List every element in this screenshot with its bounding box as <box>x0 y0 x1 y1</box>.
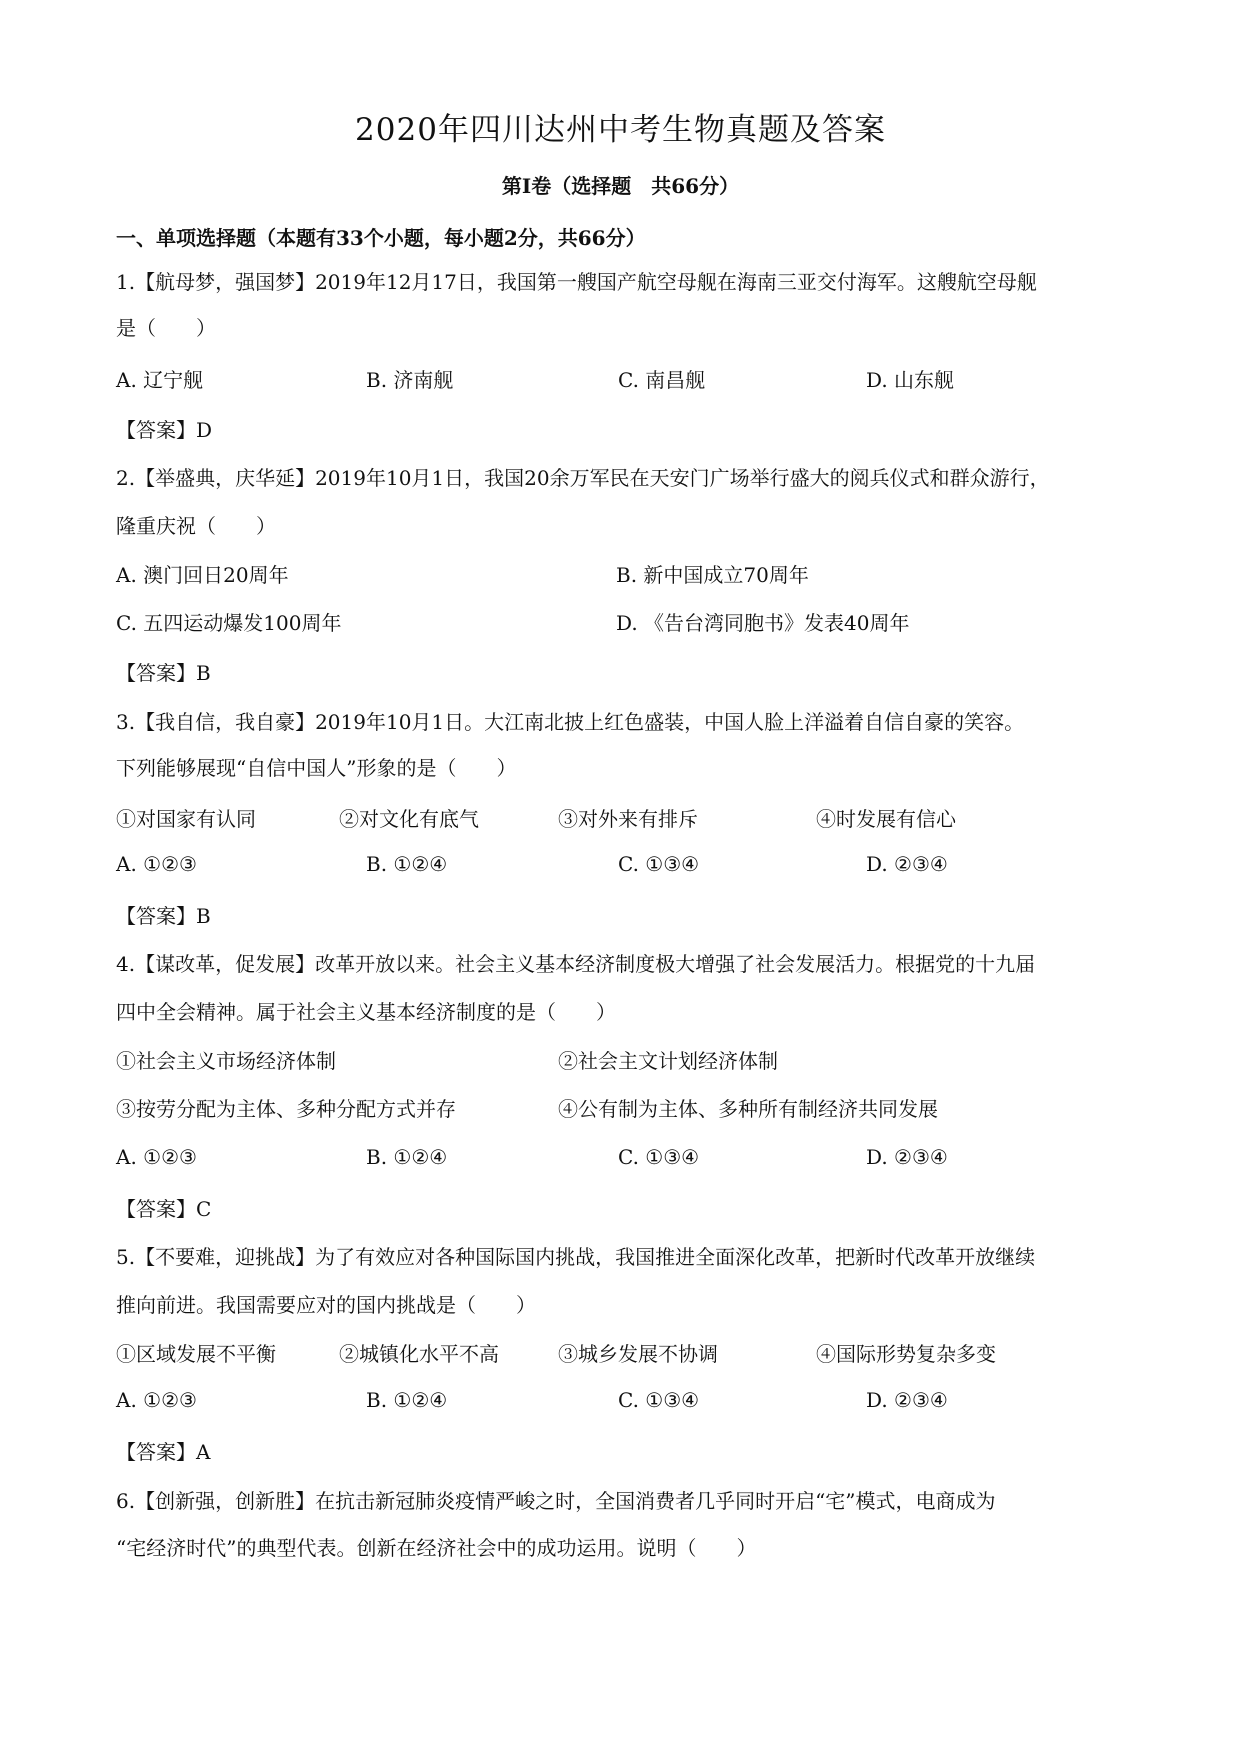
question-5-line-1: 5.【不要难，迎挑战】为了有效应对各种国际国内挑战，我国推进全面深化改革，把新时代改革开放继续 <box>116 1245 1036 1269</box>
question-6-line-2: “宅经济时代”的典型代表。创新在经济社会中的成功运用。说明（ ） <box>116 1536 757 1560</box>
question-3-line-2: 下列能够展现“自信中国人”形象的是（ ） <box>116 756 517 780</box>
question-5-option-d: D. ②③④ <box>866 1388 948 1412</box>
question-1-line-1: 1.【航母梦，强国梦】2019年12月17日，我国第一艘国产航空母舰在海南三亚交付海军。这艘航空母舰 <box>116 270 1037 294</box>
page-subtitle: 第Ⅰ卷（选择题 共66分） <box>501 174 740 198</box>
question-5-item-1: ①区域发展不平衡 <box>116 1342 276 1366</box>
question-2-line-2: 隆重庆祝（ ） <box>116 514 276 538</box>
question-2-answer: 【答案】B <box>116 661 211 685</box>
question-4-line-1: 4.【谋改革，促发展】改革开放以来。社会主义基本经济制度极大增强了社会发展活力。根据党的十九届 <box>116 952 1036 976</box>
question-5-option-c: C. ①③④ <box>618 1388 700 1412</box>
question-2-option-c: C. 五四运动爆发100周年 <box>116 611 342 635</box>
question-4-line-2: 四中全会精神。属于社会主义基本经济制度的是（ ） <box>116 1000 616 1024</box>
question-2-option-a: A. 澳门回日20周年 <box>116 563 289 587</box>
question-5-option-a: A. ①②③ <box>116 1388 197 1412</box>
question-2-option-d: D. 《告台湾同胞书》发表40周年 <box>616 611 910 635</box>
question-4-item-4: ④公有制为主体、多种所有制经济共同发展 <box>558 1097 938 1121</box>
question-1-option-b: B. 济南舰 <box>366 368 454 392</box>
question-6-line-1: 6.【创新强，创新胜】在抗击新冠肺炎疫情严峻之时，全国消费者几乎同时开启“宅”模式，电商成为 <box>116 1489 996 1513</box>
question-4-option-c: C. ①③④ <box>618 1145 700 1169</box>
question-4-answer: 【答案】C <box>116 1197 212 1221</box>
question-5-line-2: 推向前进。我国需要应对的国内挑战是（ ） <box>116 1293 536 1317</box>
section-heading: 一、单项选择题（本题有33个小题，每小题2分，共66分） <box>116 226 646 250</box>
question-5-answer: 【答案】A <box>116 1440 211 1464</box>
question-2-line-1: 2.【举盛典，庆华延】2019年10月1日，我国20余万军民在天安门广场举行盛大的阅兵仪式和群众游行， <box>116 466 1050 490</box>
question-5-option-b: B. ①②④ <box>366 1388 448 1412</box>
question-3-option-a: A. ①②③ <box>116 852 197 876</box>
question-4-item-3: ③按劳分配为主体、多种分配方式并存 <box>116 1097 456 1121</box>
question-5-item-4: ④国际形势复杂多变 <box>816 1342 996 1366</box>
question-3-answer: 【答案】B <box>116 904 211 928</box>
question-3-option-d: D. ②③④ <box>866 852 948 876</box>
question-4-option-b: B. ①②④ <box>366 1145 448 1169</box>
question-3-item-4: ④时发展有信心 <box>816 807 956 831</box>
question-1-line-2: 是（ ） <box>116 316 216 340</box>
question-5-item-2: ②城镇化水平不高 <box>339 1342 499 1366</box>
question-5-item-3: ③城乡发展不协调 <box>558 1342 718 1366</box>
question-3-item-2: ②对文化有底气 <box>339 807 479 831</box>
question-1-option-c: C. 南昌舰 <box>618 368 706 392</box>
question-1-option-a: A. 辽宁舰 <box>116 368 204 392</box>
question-4-option-a: A. ①②③ <box>116 1145 197 1169</box>
question-1-answer: 【答案】D <box>116 418 213 442</box>
question-3-option-c: C. ①③④ <box>618 852 700 876</box>
page-title: 2020年四川达州中考生物真题及答案 <box>355 112 886 148</box>
question-4-item-1: ①社会主义市场经济体制 <box>116 1049 336 1073</box>
question-3-line-1: 3.【我自信，我自豪】2019年10月1日。大江南北披上红色盛装，中国人脸上洋溢着自信自豪的笑容。 <box>116 710 1025 734</box>
question-4-option-d: D. ②③④ <box>866 1145 948 1169</box>
question-3-item-1: ①对国家有认同 <box>116 807 256 831</box>
question-1-option-d: D. 山东舰 <box>866 368 955 392</box>
question-2-option-b: B. 新中国成立70周年 <box>616 563 809 587</box>
question-4-item-2: ②社会主文计划经济体制 <box>558 1049 778 1073</box>
question-3-item-3: ③对外来有排斥 <box>558 807 698 831</box>
question-3-option-b: B. ①②④ <box>366 852 448 876</box>
